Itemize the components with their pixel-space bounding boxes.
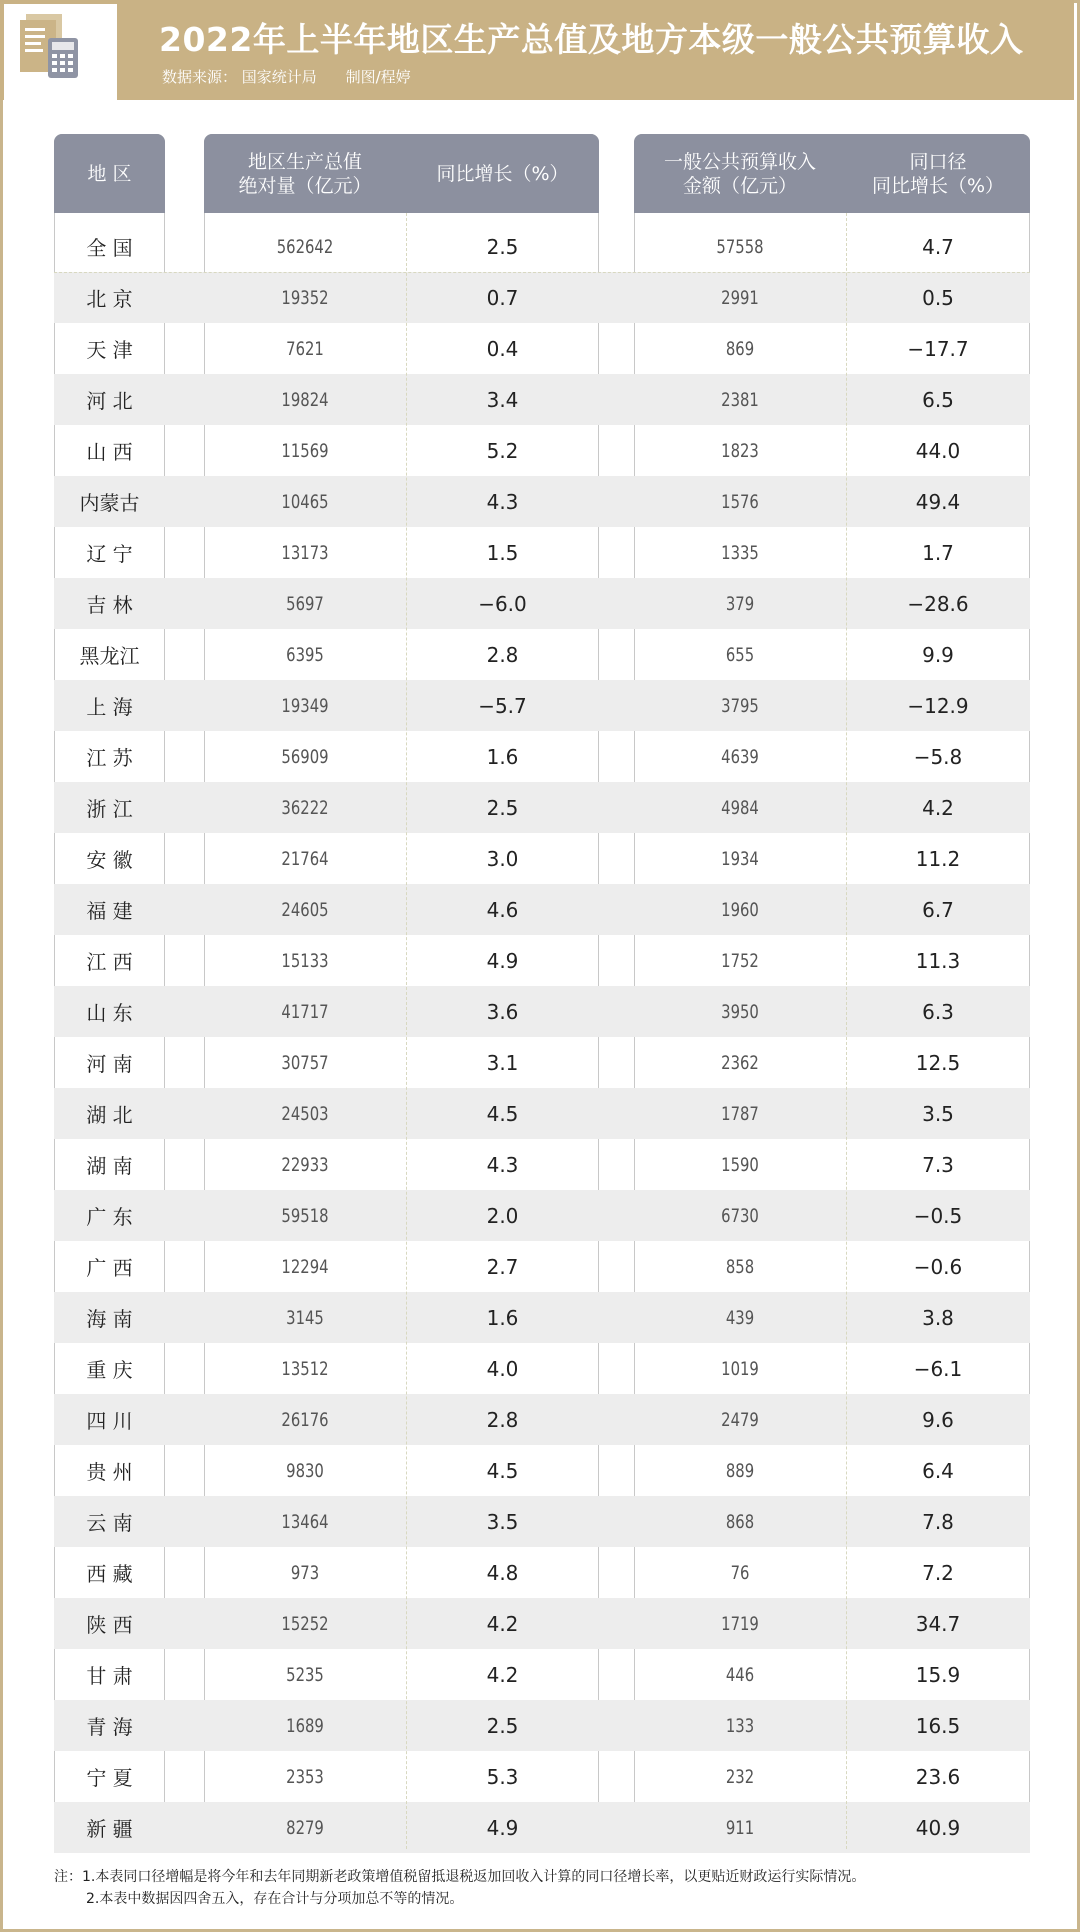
gdp-cell: 7621 <box>286 337 324 360</box>
revenue-cell: 3795 <box>721 694 759 717</box>
gdp-cell: 12294 <box>281 1255 329 1278</box>
gdp-cell: 8279 <box>286 1816 324 1839</box>
revenue-cell: 868 <box>725 1510 755 1533</box>
gdp-cell: 26176 <box>281 1408 329 1431</box>
footnote-1: 注：1.本表同口径增幅是将今年和去年同期新老政策增值税留抵退税返加回收入计算的同口径增长率，以更贴近财政运行实际情况。 <box>54 1869 866 1885</box>
revenue-growth-cell: 6.3 <box>922 999 954 1024</box>
header-region: 地 区 <box>87 162 132 185</box>
gdp-cell: 15133 <box>281 949 329 972</box>
revenue-cell: 76 <box>730 1561 750 1584</box>
region-cell: 青 海 <box>86 1715 133 1739</box>
header-gdp-growth: 同比增长（%） <box>436 162 569 185</box>
gdp-growth-cell: 4.9 <box>486 948 519 973</box>
revenue-growth-cell: 44.0 <box>915 438 961 463</box>
footnotes <box>54 1866 865 1910</box>
gdp-growth-cell: 5.2 <box>486 438 519 463</box>
gdp-cell: 1689 <box>286 1714 324 1737</box>
revenue-growth-cell: 1.7 <box>922 540 954 565</box>
region-cell: 全 国 <box>86 236 133 260</box>
revenue-growth-cell: −12.9 <box>907 693 969 718</box>
revenue-growth-cell: 34.7 <box>915 1611 961 1636</box>
gdp-growth-cell: 4.2 <box>486 1611 519 1636</box>
revenue-growth-cell: 7.2 <box>922 1560 954 1585</box>
region-cell: 西 藏 <box>86 1562 133 1586</box>
region-cell: 上 海 <box>86 695 133 719</box>
revenue-cell: 1335 <box>721 541 759 564</box>
region-cell: 湖 南 <box>86 1154 133 1178</box>
calculator-document-icon <box>4 4 117 100</box>
region-cell: 浙 江 <box>86 797 133 821</box>
gdp-growth-cell: 2.7 <box>486 1254 519 1279</box>
revenue-cell: 3950 <box>721 1000 759 1023</box>
gdp-cell: 2353 <box>286 1765 324 1788</box>
revenue-cell: 1934 <box>721 847 759 870</box>
gdp-growth-cell: 1.6 <box>486 744 519 769</box>
gdp-growth-cell: 4.2 <box>486 1662 519 1687</box>
gdp-cell: 56909 <box>281 745 329 768</box>
gdp-cell: 9830 <box>286 1459 324 1482</box>
region-cell: 陕 西 <box>86 1613 133 1637</box>
gdp-cell: 30757 <box>281 1051 329 1074</box>
region-cell: 福 建 <box>86 899 133 923</box>
gdp-cell: 21764 <box>281 847 329 870</box>
gdp-growth-cell: 4.8 <box>486 1560 519 1585</box>
gdp-growth-cell: 2.8 <box>486 642 519 667</box>
revenue-cell: 1019 <box>721 1357 759 1380</box>
region-cell: 天 津 <box>86 338 133 362</box>
gdp-growth-cell: 2.5 <box>486 234 519 259</box>
gdp-growth-cell: 4.3 <box>486 1152 519 1177</box>
revenue-cell: 869 <box>725 337 755 360</box>
revenue-growth-cell: 6.4 <box>922 1458 954 1483</box>
revenue-cell: 911 <box>725 1816 755 1839</box>
region-cell: 吉 林 <box>86 593 133 617</box>
revenue-growth-cell: −0.6 <box>913 1254 963 1279</box>
region-cell: 安 徽 <box>86 848 133 872</box>
revenue-growth-cell: −6.1 <box>913 1356 963 1381</box>
region-cell: 北 京 <box>86 287 133 311</box>
gdp-cell: 19349 <box>281 694 329 717</box>
gdp-growth-cell: 5.3 <box>486 1764 519 1789</box>
gdp-cell: 13173 <box>281 541 329 564</box>
revenue-cell: 1960 <box>721 898 759 921</box>
revenue-growth-cell: 4.7 <box>922 234 954 259</box>
region-cell: 黑龙江 <box>79 644 140 668</box>
region-cell: 四 川 <box>86 1409 133 1433</box>
gdp-growth-cell: 3.6 <box>486 999 519 1024</box>
source-line <box>162 66 435 87</box>
region-cell: 宁 夏 <box>86 1766 133 1790</box>
revenue-cell: 1719 <box>721 1612 759 1635</box>
gdp-cell: 5697 <box>286 592 324 615</box>
gdp-growth-cell: 3.4 <box>486 387 519 412</box>
gdp-growth-cell: 4.9 <box>486 1815 519 1840</box>
region-cell: 河 南 <box>86 1052 133 1076</box>
revenue-growth-cell: −5.8 <box>913 744 963 769</box>
revenue-growth-cell: 0.5 <box>922 285 954 310</box>
gdp-cell: 13512 <box>281 1357 329 1380</box>
gdp-growth-cell: 1.6 <box>486 1305 519 1330</box>
revenue-cell: 2479 <box>721 1408 759 1431</box>
revenue-cell: 2362 <box>721 1051 759 1074</box>
revenue-growth-cell: 12.5 <box>915 1050 961 1075</box>
region-cell: 湖 北 <box>86 1103 133 1127</box>
revenue-cell: 1787 <box>721 1102 759 1125</box>
revenue-cell: 133 <box>725 1714 755 1737</box>
revenue-growth-cell: 4.2 <box>922 795 954 820</box>
revenue-growth-cell: −28.6 <box>907 591 969 616</box>
gdp-growth-cell: 2.8 <box>486 1407 519 1432</box>
gdp-cell: 19352 <box>281 286 329 309</box>
gdp-growth-cell: 4.5 <box>486 1101 519 1126</box>
revenue-growth-cell: 11.3 <box>915 948 961 973</box>
gdp-cell: 36222 <box>281 796 329 819</box>
gdp-growth-cell: 3.0 <box>486 846 519 871</box>
revenue-cell: 446 <box>725 1663 755 1686</box>
revenue-growth-cell: 7.3 <box>922 1152 954 1177</box>
revenue-growth-cell: 11.2 <box>915 846 961 871</box>
revenue-cell: 232 <box>725 1765 755 1788</box>
gdp-cell: 19824 <box>281 388 329 411</box>
region-cell: 江 西 <box>86 950 133 974</box>
region-cell: 山 西 <box>86 440 133 464</box>
revenue-cell: 2381 <box>721 388 759 411</box>
revenue-cell: 57558 <box>716 235 764 258</box>
header-gdp: 地区生产总值 绝对量（亿元） <box>238 150 372 197</box>
revenue-cell: 1752 <box>721 949 759 972</box>
revenue-cell: 4639 <box>721 745 759 768</box>
revenue-cell: 1576 <box>721 490 759 513</box>
revenue-growth-cell: −17.7 <box>907 336 969 361</box>
gdp-growth-cell: 4.0 <box>486 1356 519 1381</box>
gdp-growth-cell: 2.5 <box>486 795 519 820</box>
gdp-cell: 11569 <box>281 439 329 462</box>
gdp-growth-cell: 0.7 <box>486 285 519 310</box>
revenue-growth-cell: 15.9 <box>915 1662 961 1687</box>
region-cell: 新 疆 <box>86 1817 133 1841</box>
header-revenue-growth: 同口径 同比增长（%） <box>871 150 1005 197</box>
gdp-cell: 5235 <box>286 1663 324 1686</box>
region-cell: 广 东 <box>86 1205 133 1229</box>
revenue-cell: 1823 <box>721 439 759 462</box>
gdp-growth-cell: 2.5 <box>486 1713 519 1738</box>
page-title: 2022年上半年地区生产总值及地方本级一般公共预算收入 <box>159 20 1024 59</box>
revenue-growth-cell: 49.4 <box>915 489 961 514</box>
revenue-growth-cell: 40.9 <box>915 1815 961 1840</box>
revenue-cell: 655 <box>725 643 755 666</box>
revenue-growth-cell: 9.6 <box>922 1407 954 1432</box>
region-cell: 河 北 <box>86 389 133 413</box>
gdp-cell: 973 <box>290 1561 320 1584</box>
region-cell: 辽 宁 <box>86 542 133 566</box>
revenue-cell: 1590 <box>721 1153 759 1176</box>
region-cell: 重 庆 <box>86 1358 133 1382</box>
revenue-cell: 6730 <box>721 1204 759 1227</box>
revenue-growth-cell: 7.8 <box>922 1509 954 1534</box>
gdp-growth-cell: 4.5 <box>486 1458 519 1483</box>
gdp-cell: 13464 <box>281 1510 329 1533</box>
chart-author: 制图/程婷 <box>345 68 411 86</box>
data-source: 数据来源： 国家统计局 <box>162 68 317 86</box>
revenue-growth-cell: 9.9 <box>922 642 954 667</box>
gdp-cell: 24605 <box>281 898 329 921</box>
gdp-cell: 15252 <box>281 1612 329 1635</box>
gdp-cell: 562642 <box>276 235 334 258</box>
revenue-growth-cell: 6.5 <box>922 387 954 412</box>
header-revenue: 一般公共预算收入 金额（亿元） <box>663 150 816 197</box>
revenue-growth-cell: 3.8 <box>922 1305 954 1330</box>
gdp-growth-cell: −6.0 <box>478 591 527 616</box>
region-cell: 贵 州 <box>86 1460 133 1484</box>
revenue-growth-cell: 3.5 <box>922 1101 954 1126</box>
gdp-cell: 22933 <box>281 1153 329 1176</box>
gdp-growth-cell: 1.5 <box>486 540 519 565</box>
region-cell: 海 南 <box>86 1307 133 1331</box>
gdp-cell: 3145 <box>286 1306 324 1329</box>
gdp-growth-cell: 4.6 <box>486 897 519 922</box>
gdp-growth-cell: 4.3 <box>486 489 519 514</box>
gdp-cell: 24503 <box>281 1102 329 1125</box>
gdp-growth-cell: −5.7 <box>478 693 527 718</box>
footnote-2: 2.本表中数据因四舍五入，存在合计与分项加总不等的情况。 <box>86 1891 464 1907</box>
revenue-cell: 379 <box>725 592 755 615</box>
revenue-cell: 439 <box>725 1306 755 1329</box>
gdp-growth-cell: 2.0 <box>486 1203 519 1228</box>
revenue-cell: 2991 <box>721 286 759 309</box>
revenue-cell: 4984 <box>721 796 759 819</box>
region-cell: 云 南 <box>86 1511 133 1535</box>
gdp-cell: 59518 <box>281 1204 329 1227</box>
gdp-cell: 10465 <box>281 490 329 513</box>
region-cell: 甘 肃 <box>86 1664 133 1688</box>
gdp-growth-cell: 3.5 <box>486 1509 519 1534</box>
region-cell: 广 西 <box>86 1256 133 1280</box>
region-cell: 山 东 <box>86 1001 133 1025</box>
revenue-cell: 889 <box>725 1459 755 1482</box>
gdp-cell: 41717 <box>281 1000 329 1023</box>
revenue-growth-cell: 23.6 <box>915 1764 961 1789</box>
gdp-growth-cell: 0.4 <box>486 336 519 361</box>
revenue-growth-cell: −0.5 <box>913 1203 963 1228</box>
region-cell: 江 苏 <box>86 746 133 770</box>
revenue-growth-cell: 6.7 <box>922 897 954 922</box>
gdp-growth-cell: 3.1 <box>486 1050 519 1075</box>
revenue-growth-cell: 16.5 <box>915 1713 961 1738</box>
region-cell: 内蒙古 <box>79 491 140 515</box>
header-bar <box>0 0 1074 100</box>
gdp-cell: 6395 <box>286 643 324 666</box>
revenue-cell: 858 <box>725 1255 755 1278</box>
